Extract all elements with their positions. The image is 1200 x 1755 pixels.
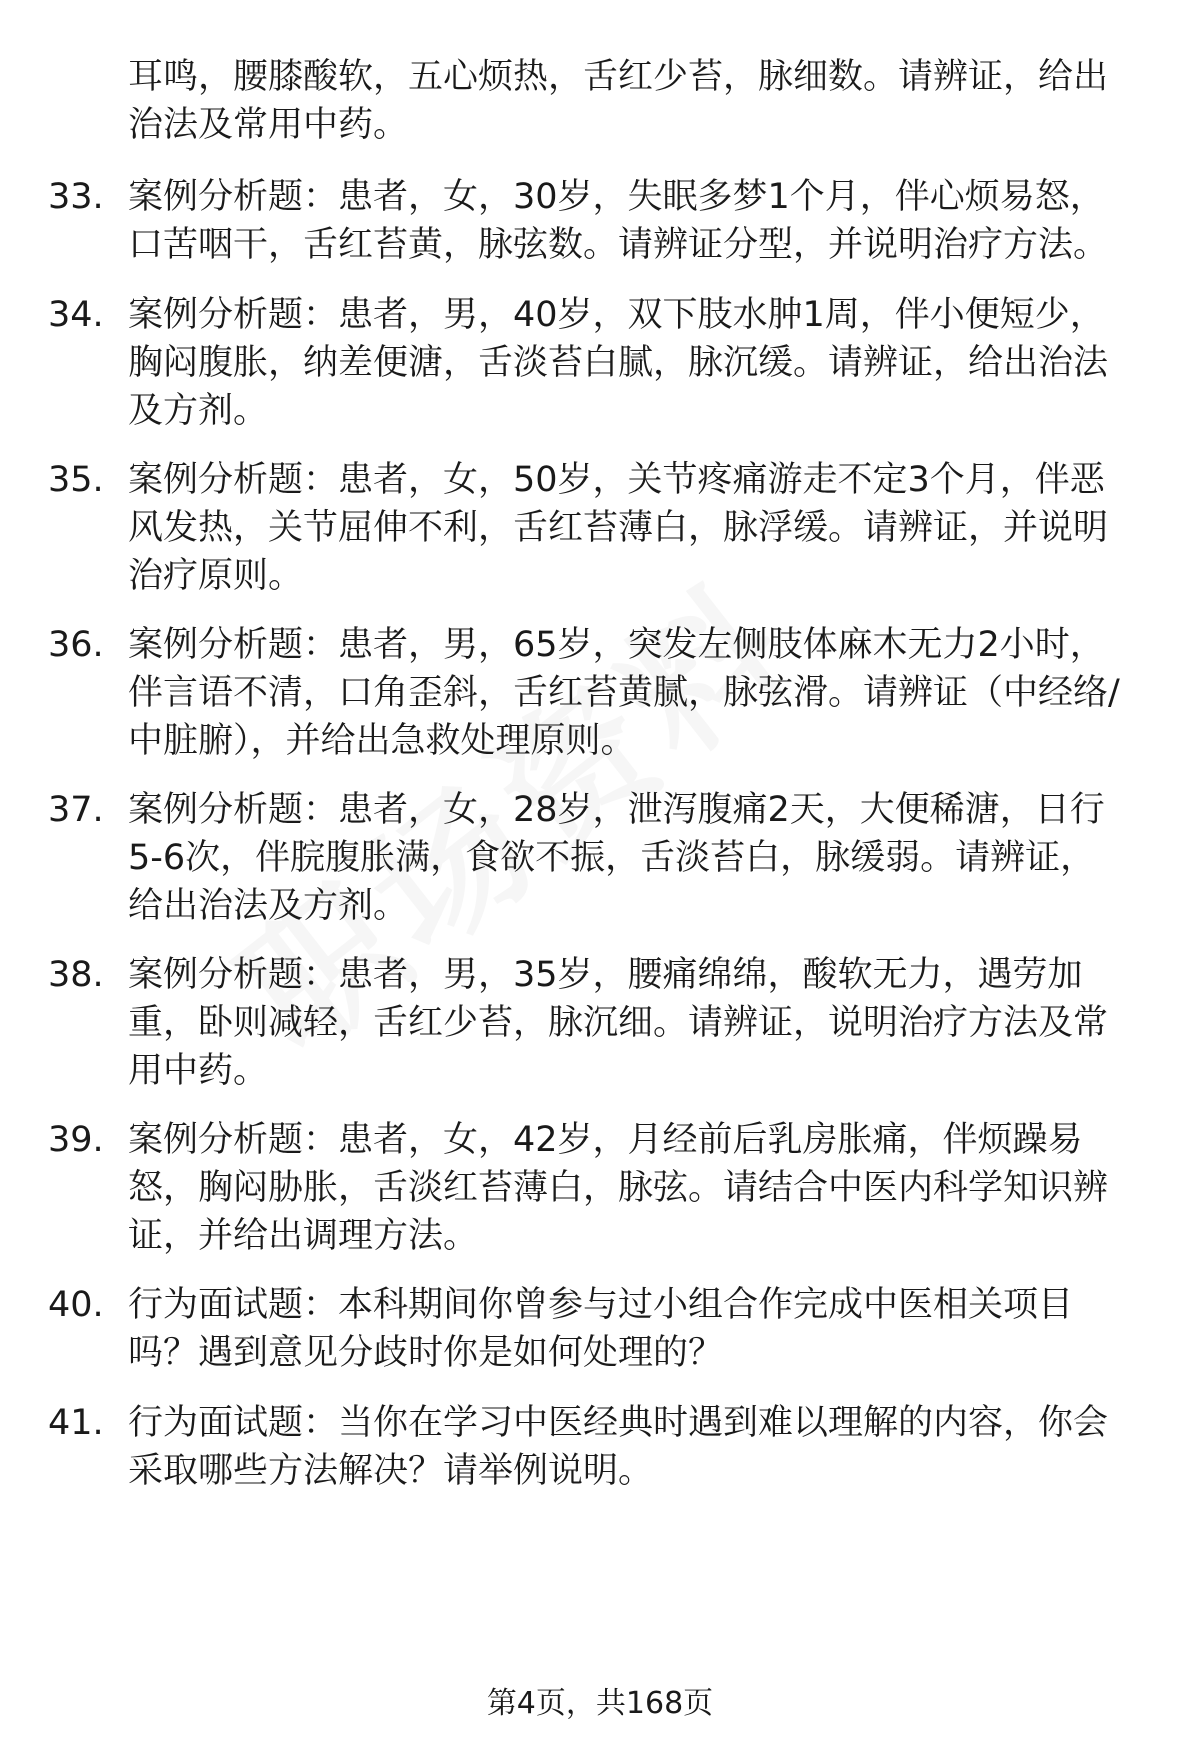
question-text-line: 及方剂。 [128,391,269,431]
question-text-line: 胸闷腹胀，纳差便溏，舌淡苔白腻，脉沉缓。请辨证，给出治法 [128,343,1109,383]
question-text-line: 行为面试题：当你在学习中医经典时遇到难以理解的内容，你会 [128,1403,1109,1443]
question-text-line: 风发热，关节屈伸不利，舌红苔薄白，脉浮缓。请辨证，并说明 [128,508,1109,548]
question-text-line: 5-6次，伴脘腹胀满，食欲不振，舌淡苔白，脉缓弱。请辨证， [128,838,1096,878]
question-text-line: 证，并给出调理方法。 [128,1216,479,1256]
continuation-line: 耳鸣，腰膝酸软，五心烦热，舌红少苔，脉细数。请辨证，给出 [128,57,1109,97]
question-number: 39. [48,1120,104,1160]
question-text-line: 吗？遇到意见分歧时你是如何处理的？ [128,1333,724,1373]
question-number: 35. [48,460,104,500]
question-text-line: 案例分析题：患者，男，65岁，突发左侧肢体麻木无力2小时， [128,625,1105,665]
question-number: 33. [48,177,104,217]
question-number: 34. [48,295,104,335]
question-text-line: 案例分析题：患者，女，30岁，失眠多梦1个月，伴心烦易怒， [128,177,1105,217]
question-text-line: 案例分析题：患者，女，28岁，泄泻腹痛2天，大便稀溏，日行 [128,790,1105,830]
question-text-line: 中脏腑），并给出急救处理原则。 [128,721,636,761]
question-number: 38. [48,955,104,995]
question-text-line: 案例分析题：患者，男，35岁，腰痛绵绵，酸软无力，遇劳加 [128,955,1083,995]
question-text-line: 案例分析题：患者，男，40岁，双下肢水肿1周，伴小便短少， [128,295,1105,335]
page-footer: 第4页，共168页 [486,1686,714,1721]
question-number: 41. [48,1403,104,1443]
question-text-line: 治疗原则。 [128,556,304,596]
question-number: 37. [48,790,104,830]
question-text-line: 口苦咽干，舌红苔黄，脉弦数。请辨证分型，并说明治疗方法。 [128,225,1109,265]
question-text-line: 给出治法及方剂。 [128,886,409,926]
question-text-line: 伴言语不清，口角歪斜，舌红苔黄腻，脉弦滑。请辨证（中经络/ [128,673,1120,713]
question-number: 40. [48,1285,104,1325]
question-number: 36. [48,625,104,665]
question-text-line: 案例分析题：患者，女，42岁，月经前后乳房胀痛，伴烦躁易 [128,1120,1083,1160]
continuation-line: 治法及常用中药。 [128,105,409,145]
question-text-line: 重，卧则减轻，舌红少苔，脉沉细。请辨证，说明治疗方法及常 [128,1003,1109,1043]
question-text-line: 案例分析题：患者，女，50岁，关节疼痛游走不定3个月，伴恶 [128,460,1105,500]
question-text-line: 怒，胸闷胁胀，舌淡红苔薄白，脉弦。请结合中医内科学知识辨 [128,1168,1109,1208]
question-text-line: 用中药。 [128,1051,269,1091]
question-text-line: 行为面试题：本科期间你曾参与过小组合作完成中医相关项目 [128,1285,1074,1325]
question-text-line: 采取哪些方法解决？请举例说明。 [128,1451,654,1491]
